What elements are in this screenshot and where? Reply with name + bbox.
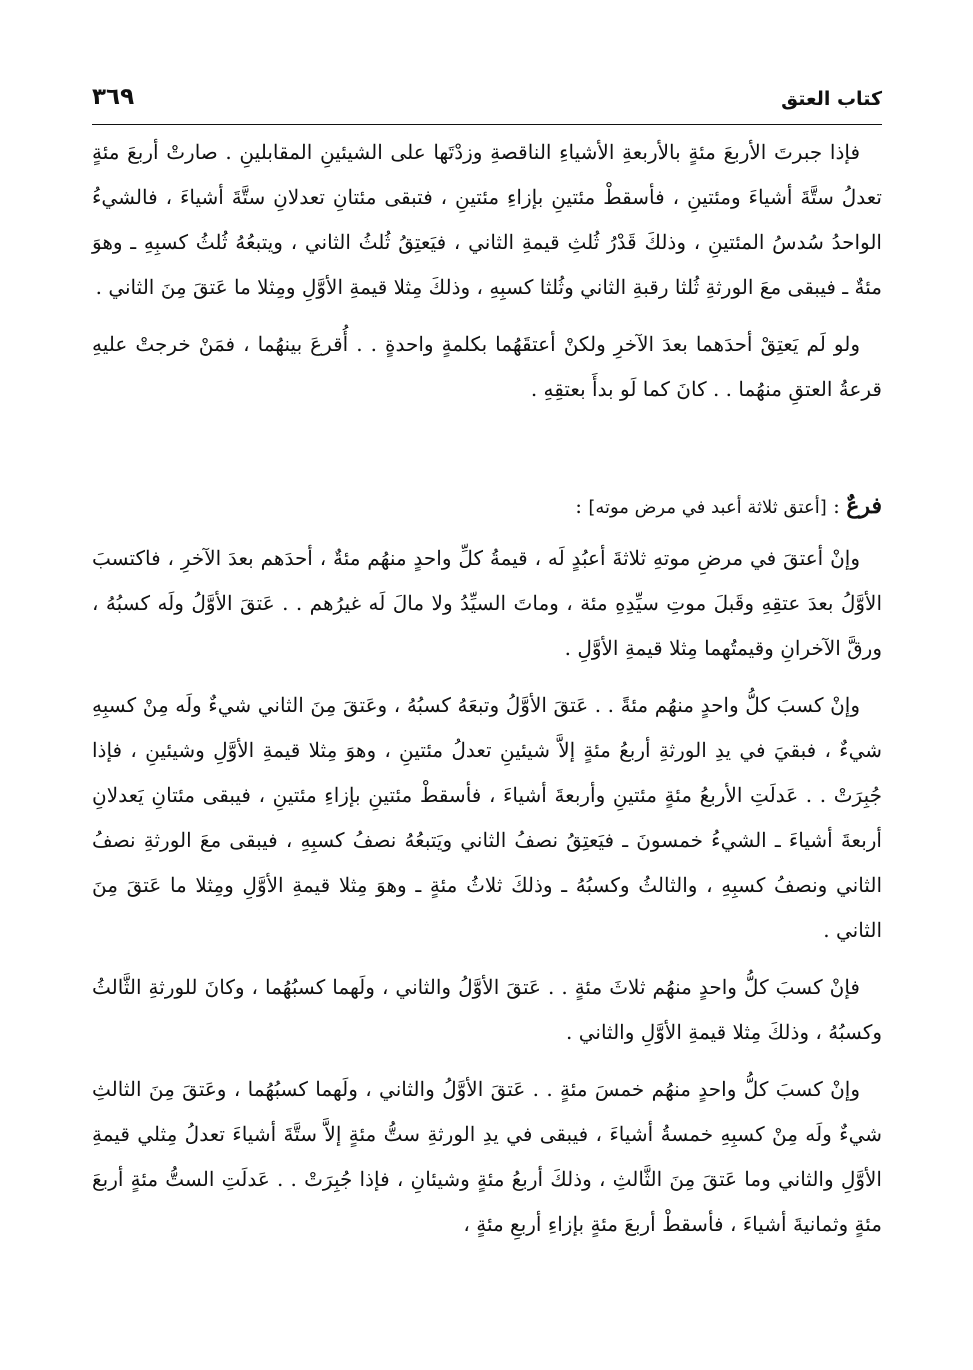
page-body (92, 130, 882, 1259)
paragraph: فإذا جبرتَ الأربعَ مئةٍ بالأربعةِ الأشياءِ الناقصةِ وزدْتَها على الشيئينِ المقابلينِ . صارتْ أربعَ مئةٍ تعدلُ ستَّةَ أشياءَ ومئتينِ ، فأسقطْ مئتينِ بإزاءِ مئتينِ ، فتبقى مئتانِ تعدلانِ ستَّةَ أشياءَ ، فالشيءُ الواحدُ سُدسُ المئتينِ ، وذلكَ قَدْرُ ثُلثِ قيمةِ الثاني ، فيَعتِقُ ثُلثُ الثاني ، ويتبعُهُ ثُلثُ كسبِهِ ـ وهوَ مئةٌ ـ فيبقى معَ الورثةِ ثُلثا رقبةِ الثاني وثُلثا كسبِهِ ، وذلكَ مِثلا قيمةِ الأوَّلِ ومِثلا ما عَتقَ مِنَ الثاني . (92, 140, 882, 299)
paragraph: ولو لَم يَعتِقْ أحدَهما بعدَ الآخرِ ولكنْ أعتقَهُما بكلمةٍ واحدةٍ . . أُقرعَ بينهُما ، فمَنْ خرجتْ عليهِ قرعةُ العتقِ منهُما . . كانَ كما لَو بدأَ بعتقِهِ . (92, 332, 882, 401)
running-head: كتاب العتق (781, 88, 882, 110)
branch-title: [أعتق ثلاثة أعبد في مرض موته] (588, 497, 827, 518)
paragraph: وإنْ أعتقَ في مرضِ موتهِ ثلاثةَ أعبُدٍ لَه ، قيمةُ كلِّ واحدٍ منهُم مئةٌ ، أحدَهم بعدَ الآخرِ ، فاكتسبَ الأوَّلُ بعدَ عتقِهِ وقَبلَ موتِ سيِّدِهِ مئة ، وماتَ السيِّدُ ولا مالَ لَه غيرُهم . . عَتقَ الأوَّلُ ولَه كسبُهُ ، ورقَّ الآخرانِ وقيمتُهما مِثلا قيمةِ الأوَّلِ . (92, 546, 882, 660)
page-header (92, 84, 882, 124)
branch-heading (92, 484, 882, 530)
section-gap (92, 424, 882, 484)
branch-separator: : (826, 494, 847, 518)
paragraph: فإنْ كسبَ كلُّ واحدٍ منهُم ثلاثَ مئةٍ . . عَتقَ الأوَّلُ والثاني ، ولَهما كسبُهُما ، وكانَ للورثةِ الثَّالثُ وكسبُهُ ، وذلكَ مِثلا قيمةِ الأوَّلِ والثاني . (92, 975, 882, 1044)
page-number: ٣٦٩ (92, 84, 135, 110)
paragraph: وإنْ كسبَ كلُّ واحدٍ منهُم مئةً . . عَتقَ الأوَّلُ وتبعَهُ كسبُهُ ، وعَتقَ مِنَ الثاني شيءٌ ولَه مِنْ كسبِهِ شيءٌ ، فبقيَ في يدِ الورثةِ أربعُ مئةٍ إلاَّ شيئينِ تعدلُ مئتينِ ، وهوَ مِثلا قيمةِ الأوَّلِ وشيئينِ ، فإذا جُبِرَتْ . . عَدلَتِ الأربعُ مئةٍ مئتينِ وأربعةَ أشياءَ ، فأسقطْ مئتينِ بإزاءِ مئتينِ ، فيبقى مئتانِ يَعدلانِ أربعةَ أشياءَ ـ الشيءُ خمسونَ ـ فيَعتِقُ نصفُ الثاني ويَتبعُهُ نصفُ كسبِهِ ، فيبقى معَ الورثةِ نصفُ الثاني ونصفُ كسبِهِ ، والثالثُ وكسبُهُ ـ وذلكَ ثلاثُ مئةٍ ـ وهوَ مِثلا قيمةِ الأوَّلِ ومِثلا ما عَتقَ مِنَ الثاني . (92, 693, 882, 942)
branch-label: فرعٌ (846, 493, 882, 519)
header-rule (92, 124, 882, 125)
branch-end: : (575, 494, 589, 518)
paragraph: وإنْ كسبَ كلُّ واحدٍ منهُم خمسَ مئةٍ . . عَتقَ الأوَّلُ والثاني ، ولَهما كسبُهُما ، وعَتقَ مِنَ الثالثِ شيءٌ ولَه مِنْ كسبِهِ خمسةُ أشياءَ ، فيبقى في يدِ الورثةِ ستُّ مئةٍ إلاَّ ستَّةَ أشياءَ تعدلُ مِثلي قيمةِ الأوَّلِ والثاني وما عَتقَ مِنَ الثَّالثِ ، وذلكَ أربعُ مئةٍ وشيئانِ ، فإذا جُبِرَتْ . . عَدلَتِ الستُّ مئةٍ أربعَ مئةٍ وثمانيةَ أشياءَ ، فأسقطْ أربعَ مئةٍ بإزاءِ أربعِ مئةٍ ، (92, 1077, 882, 1236)
